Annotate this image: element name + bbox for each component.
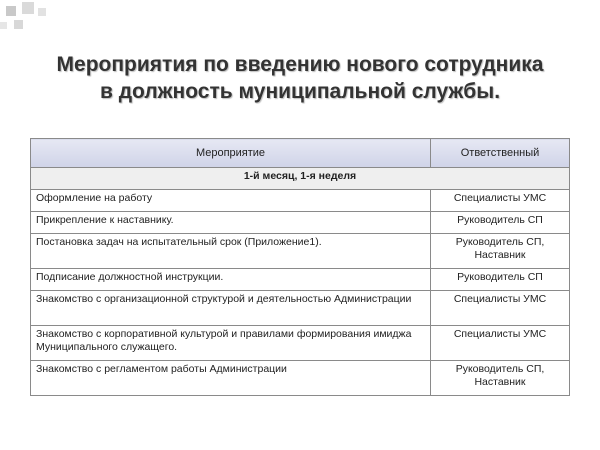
table-row: [31, 326, 570, 361]
table-row: [31, 291, 570, 326]
title-line-1: Мероприятия по введению нового сотрудника: [56, 53, 544, 76]
table-row: [31, 212, 570, 234]
section-label: 1-й месяц, 1-я неделя: [31, 168, 570, 190]
event-cell: Оформление на работу: [31, 190, 431, 212]
responsible-cell: Руководитель СП, Наставник: [431, 361, 570, 396]
title-line-2: в должность муниципальной службы.: [99, 80, 501, 103]
table-row: [31, 190, 570, 212]
decor-square: [6, 6, 16, 16]
event-cell: Постановка задач на испытательный срок (Приложение1).: [31, 234, 431, 269]
events-table: [30, 138, 570, 396]
header-responsible: Ответственный: [431, 139, 570, 168]
event-cell: Подписание должностной инструкции.: [31, 269, 431, 291]
table-row: [31, 361, 570, 396]
responsible-cell: Руководитель СП, Наставник: [431, 234, 570, 269]
decor-square: [0, 22, 7, 29]
slide-title: [20, 51, 580, 105]
decor-square: [22, 2, 34, 14]
section-row: [31, 168, 570, 190]
decor-square: [38, 8, 46, 16]
table-header-row: [31, 139, 570, 168]
responsible-cell: Руководитель СП: [431, 269, 570, 291]
event-cell: Знакомство с организационной структурой и деятельностью Администрации: [31, 291, 431, 326]
event-cell: Знакомство с корпоративной культурой и правилами формирования имиджа Муниципального служащего.: [31, 326, 431, 361]
responsible-cell: Специалисты УМС: [431, 190, 570, 212]
decor-square: [14, 20, 23, 29]
decorative-squares: [0, 0, 60, 40]
event-cell: Знакомство с регламентом работы Администрации: [31, 361, 431, 396]
table-row: [31, 234, 570, 269]
responsible-cell: Специалисты УМС: [431, 326, 570, 361]
table-row: [31, 269, 570, 291]
header-event: Мероприятие: [31, 139, 431, 168]
responsible-cell: Руководитель СП: [431, 212, 570, 234]
responsible-cell: Специалисты УМС: [431, 291, 570, 326]
event-cell: Прикрепление к наставнику.: [31, 212, 431, 234]
